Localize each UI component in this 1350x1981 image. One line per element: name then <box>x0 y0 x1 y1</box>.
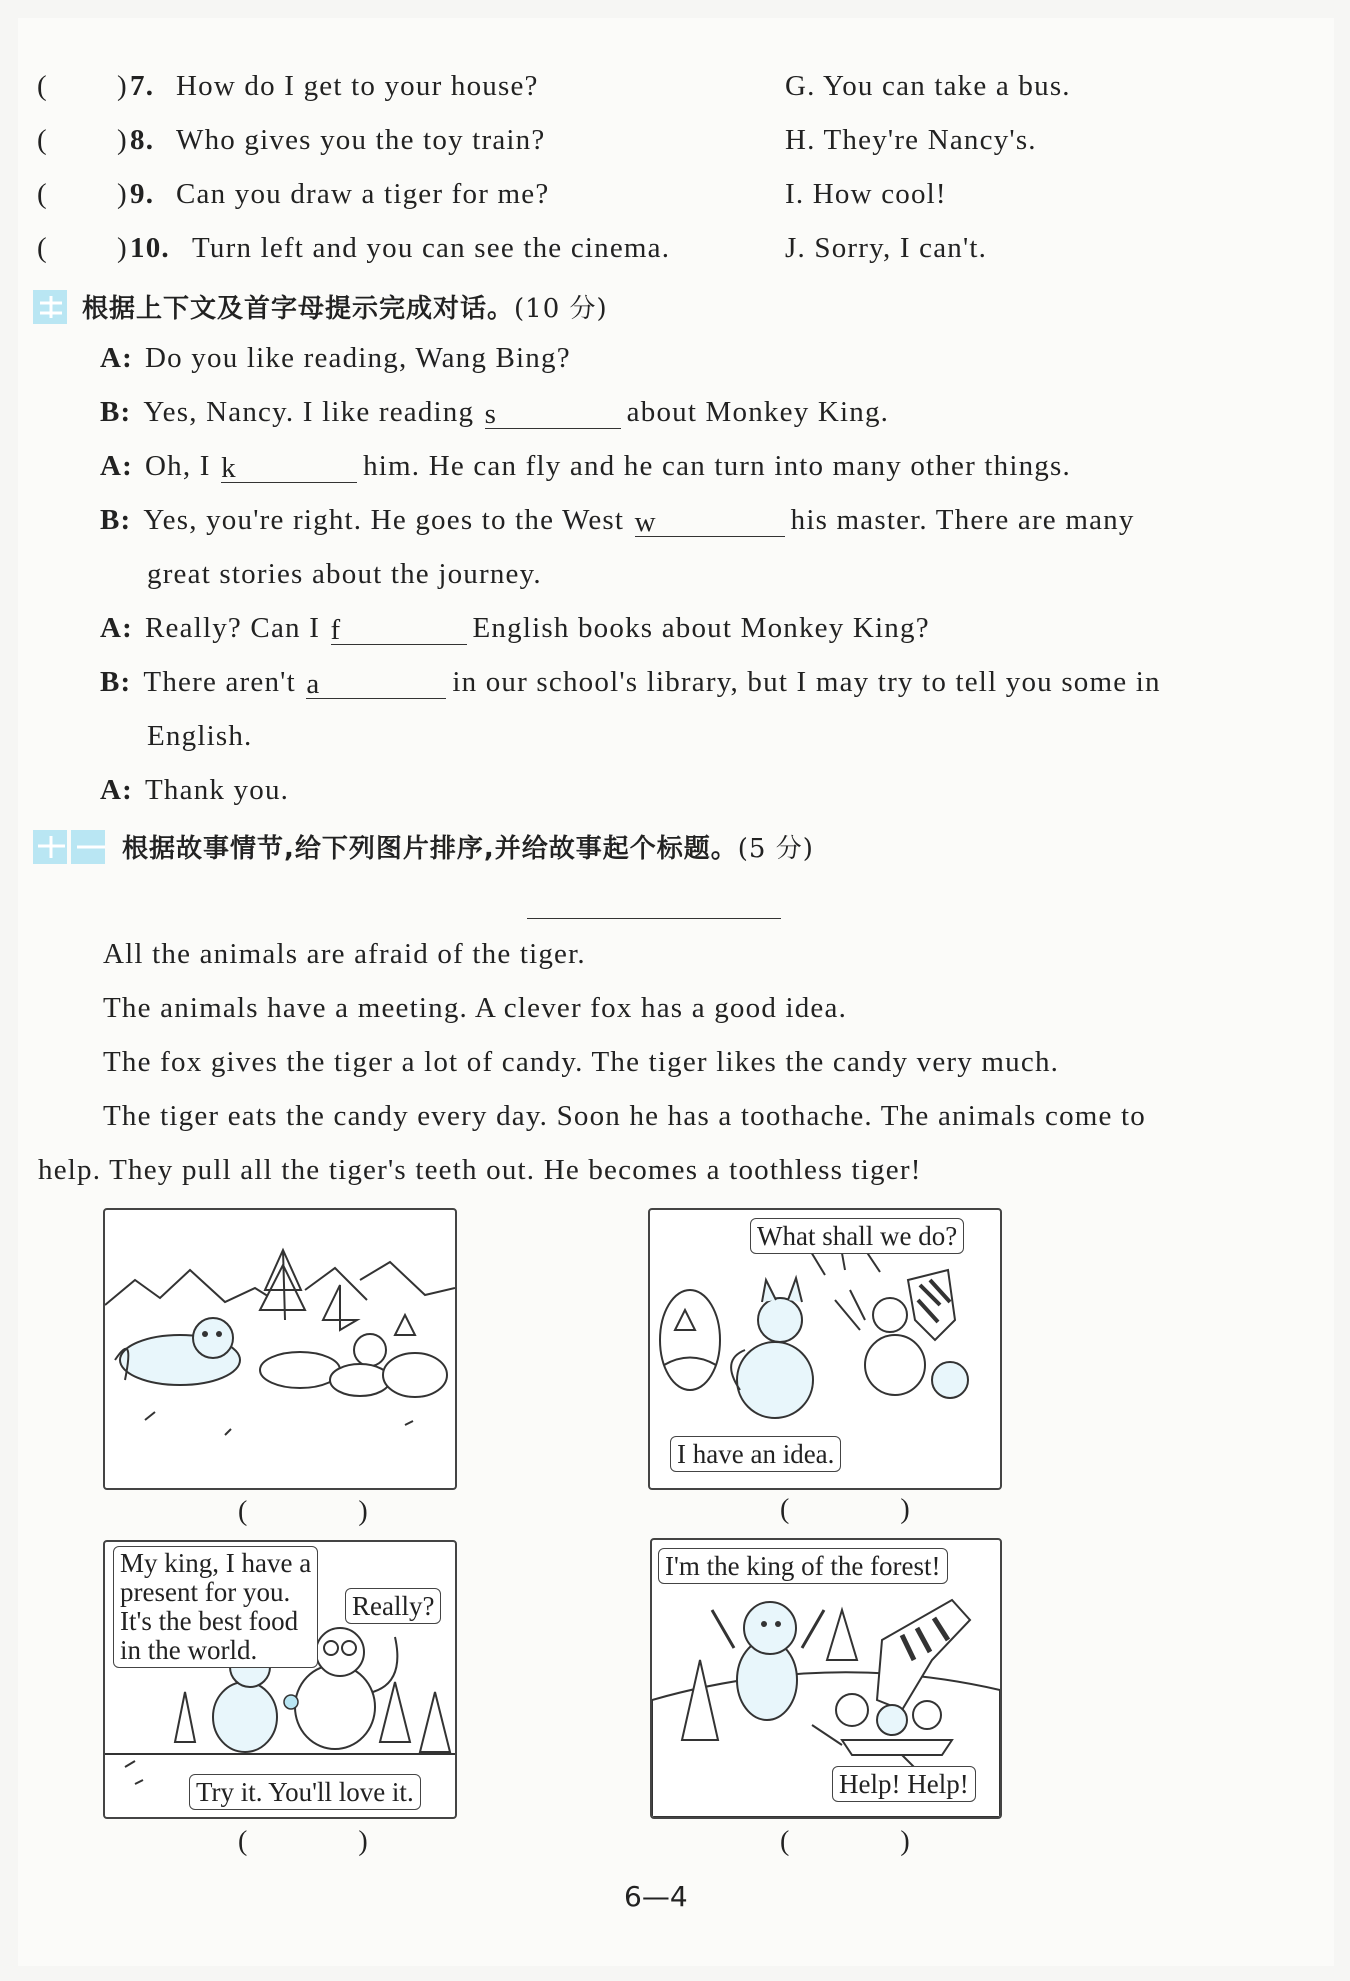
fill-in-blank[interactable]: w <box>635 506 785 537</box>
dialogue-text: him. He can fly and he can turn into many other things. <box>363 450 1071 482</box>
dialogue-text: Oh, I <box>145 450 220 482</box>
dialogue-text: Yes, you're right. He goes to the West <box>143 504 633 536</box>
picture-panel-4 <box>650 1538 1002 1819</box>
answer-option: H. They're Nancy's. <box>785 124 1037 156</box>
speaker-label: A: <box>100 342 134 374</box>
answer-option: I. How cool! <box>785 178 947 210</box>
dialogue-text: Yes, Nancy. I like reading <box>143 396 483 428</box>
answer-paren-close: ) <box>117 178 128 210</box>
question-text: How do I get to your house? <box>176 70 539 102</box>
dialogue-text: great stories about the journey. <box>147 558 542 590</box>
section-10-icon <box>33 290 69 324</box>
question-text: Can you draw a tiger for me? <box>176 178 550 210</box>
dialogue-text: Do you like reading, Wang Bing? <box>145 342 571 374</box>
answer-paren-open[interactable]: ( <box>37 178 48 210</box>
speaker-label: A: <box>100 450 134 482</box>
story-line: All the animals are afraid of the tiger. <box>103 938 586 970</box>
dialogue-line <box>147 558 542 591</box>
dialogue-text: in our school's library, but I may try to tell you some in <box>452 666 1161 698</box>
dialogue-line <box>100 612 930 645</box>
speaker-label: B: <box>100 666 132 698</box>
dialogue-line <box>100 396 889 429</box>
bubble-line: My king, I have a <box>120 1548 312 1578</box>
bubble-line: present for you. <box>120 1577 291 1607</box>
answer-option: G. You can take a bus. <box>785 70 1071 102</box>
dialogue-line <box>100 666 1161 699</box>
speech-bubble-idea: I have an idea. <box>670 1436 841 1472</box>
dialogue-text: his master. There are many <box>790 504 1135 536</box>
question-number: 8. <box>130 124 155 156</box>
question-number: 7. <box>130 70 155 102</box>
speech-bubble-help: Help! Help! <box>832 1766 976 1802</box>
dialogue-line <box>100 504 1135 537</box>
bubble-line: in the world. <box>120 1635 258 1665</box>
speech-bubble-present <box>113 1546 318 1668</box>
order-paren-4[interactable]: ( ) <box>780 1826 962 1857</box>
question-text: Who gives you the toy train? <box>176 124 546 156</box>
answer-paren-close: ) <box>117 232 128 264</box>
page-number: 6—4 <box>624 1880 688 1913</box>
question-text: Turn left and you can see the cinema. <box>192 232 671 264</box>
section-11-title: 根据故事情节,给下列图片排序,并给故事起个标题。(5 分) <box>122 834 814 864</box>
story-title-blank[interactable] <box>527 918 781 919</box>
order-paren-3[interactable]: ( ) <box>238 1826 420 1857</box>
dialogue-line <box>100 774 289 807</box>
section-10-title: 根据上下文及首字母提示完成对话。(10 分) <box>82 294 608 324</box>
answer-paren-open[interactable]: ( <box>37 232 48 264</box>
dialogue-text: Thank you. <box>145 774 290 806</box>
speech-bubble-try-it: Try it. You'll love it. <box>189 1774 421 1810</box>
story-line: The fox gives the tiger a lot of candy. The tiger likes the candy very much. <box>103 1046 1060 1078</box>
answer-paren-open[interactable]: ( <box>37 70 48 102</box>
picture-panel-1 <box>103 1208 457 1490</box>
dialogue-line <box>147 720 252 753</box>
fill-in-blank[interactable]: s <box>485 398 621 429</box>
answer-paren-close: ) <box>117 124 128 156</box>
story-line: The animals have a meeting. A clever fox has a good idea. <box>103 992 848 1024</box>
question-number: 9. <box>130 178 155 210</box>
order-paren-2[interactable]: ( ) <box>780 1494 962 1525</box>
fill-in-blank[interactable]: a <box>306 668 446 699</box>
bubble-line: It's the best food <box>120 1606 299 1636</box>
section-11-icon <box>33 830 109 864</box>
order-paren-1[interactable]: ( ) <box>238 1496 420 1527</box>
scene-animals-afraid <box>105 1210 455 1488</box>
dialogue-text: English. <box>147 720 253 752</box>
picture-panel-3 <box>103 1540 457 1819</box>
fill-in-blank[interactable]: f <box>331 614 467 645</box>
dialogue-text: about Monkey King. <box>626 396 890 428</box>
speaker-label: A: <box>100 612 134 644</box>
question-number: 10. <box>130 232 170 264</box>
answer-paren-close: ) <box>117 70 128 102</box>
answer-paren-open[interactable]: ( <box>37 124 48 156</box>
speaker-label: A: <box>100 774 134 806</box>
picture-panel-2 <box>648 1208 1002 1490</box>
speech-bubble-king: I'm the king of the forest! <box>658 1548 948 1584</box>
dialogue-text: Really? Can I <box>145 612 329 644</box>
fill-in-blank[interactable]: k <box>221 452 357 483</box>
dialogue-text: There aren't <box>143 666 305 698</box>
dialogue-line <box>100 450 1071 483</box>
speech-bubble-really: Really? <box>345 1588 441 1624</box>
story-line: The tiger eats the candy every day. Soon he has a toothache. The animals come to <box>103 1100 1147 1132</box>
speech-bubble-what-shall: What shall we do? <box>750 1218 964 1254</box>
dialogue-line <box>100 342 571 375</box>
speaker-label: B: <box>100 396 132 428</box>
answer-option: J. Sorry, I can't. <box>785 232 988 264</box>
speaker-label: B: <box>100 504 132 536</box>
dialogue-text: English books about Monkey King? <box>472 612 930 644</box>
story-line: help. They pull all the tiger's teeth out. He becomes a toothless tiger! <box>38 1154 922 1186</box>
